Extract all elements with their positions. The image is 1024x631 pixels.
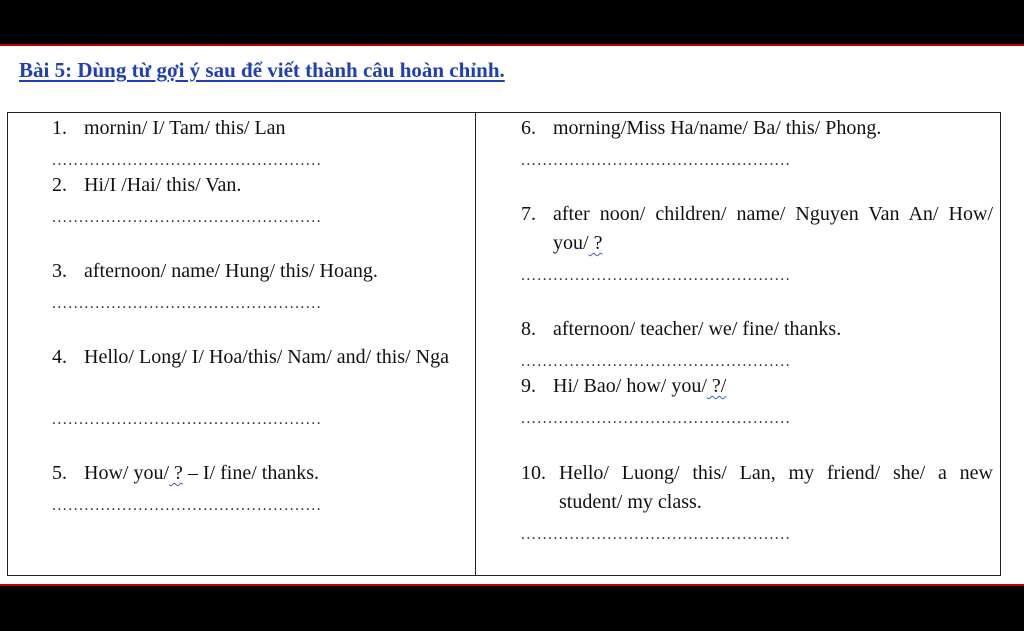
question-mark: ?/ <box>706 375 727 397</box>
item-prompt <box>553 200 993 258</box>
item-prompt: Hello/ Long/ I/ Hoa/this/ Nam/ and/ this/ Nga <box>84 346 449 368</box>
item-number: 4. <box>52 346 67 368</box>
item-number: 2. <box>52 174 67 196</box>
answer-line[interactable]: .................................................. <box>52 497 322 514</box>
question-mark: ? <box>588 232 603 254</box>
answer-line[interactable]: .................................................. <box>521 526 791 543</box>
item-number: 10. <box>521 462 546 484</box>
answer-line[interactable]: .................................................. <box>52 411 322 428</box>
item-number: 3. <box>52 260 67 282</box>
answer-line[interactable]: .................................................. <box>521 152 791 169</box>
exercise-table <box>7 112 1001 576</box>
column-divider <box>475 113 476 575</box>
prompt-text: – I/ fine/ thanks. <box>182 462 319 484</box>
item-prompt: afternoon/ name/ Hung/ this/ Hoang. <box>84 260 378 282</box>
item-number: 8. <box>521 318 536 340</box>
worksheet-page <box>0 44 1024 586</box>
item-prompt: afternoon/ teacher/ we/ fine/ thanks. <box>553 318 842 340</box>
item-prompt: Hello/ Luong/ this/ Lan, my friend/ she/ a new student/ my class. <box>559 462 993 513</box>
prompt-text: after noon/ children/ name/ Nguyen Van An/ How/ you/ <box>553 203 993 254</box>
item-number: 9. <box>521 375 536 397</box>
exercise-title: Bài 5: Dùng từ gợi ý sau để viết thành câu hoàn chỉnh. <box>19 58 505 82</box>
answer-line[interactable]: .................................................. <box>52 295 322 312</box>
answer-line[interactable]: .................................................. <box>52 152 322 169</box>
item-number: 7. <box>521 203 536 225</box>
answer-line[interactable]: .................................................. <box>521 267 791 284</box>
item-prompt: morning/Miss Ha/name/ Ba/ this/ Phong. <box>553 117 882 139</box>
prompt-text: Hi/ Bao/ how/ you/ <box>553 375 707 397</box>
answer-line[interactable]: .................................................. <box>52 209 322 226</box>
prompt-text: How/ you/ <box>84 462 169 484</box>
item-prompt: mornin/ I/ Tam/ this/ Lan <box>84 117 286 139</box>
item-number: 5. <box>52 462 67 484</box>
answer-line[interactable]: .................................................. <box>521 410 791 427</box>
item-number: 1. <box>52 117 67 139</box>
item-prompt: Hi/I /Hai/ this/ Van. <box>84 174 242 196</box>
item-number: 6. <box>521 117 536 139</box>
item-prompt <box>84 459 462 488</box>
question-mark: ? <box>169 462 183 484</box>
answer-line[interactable]: .................................................. <box>521 353 791 370</box>
item-prompt <box>553 372 993 401</box>
